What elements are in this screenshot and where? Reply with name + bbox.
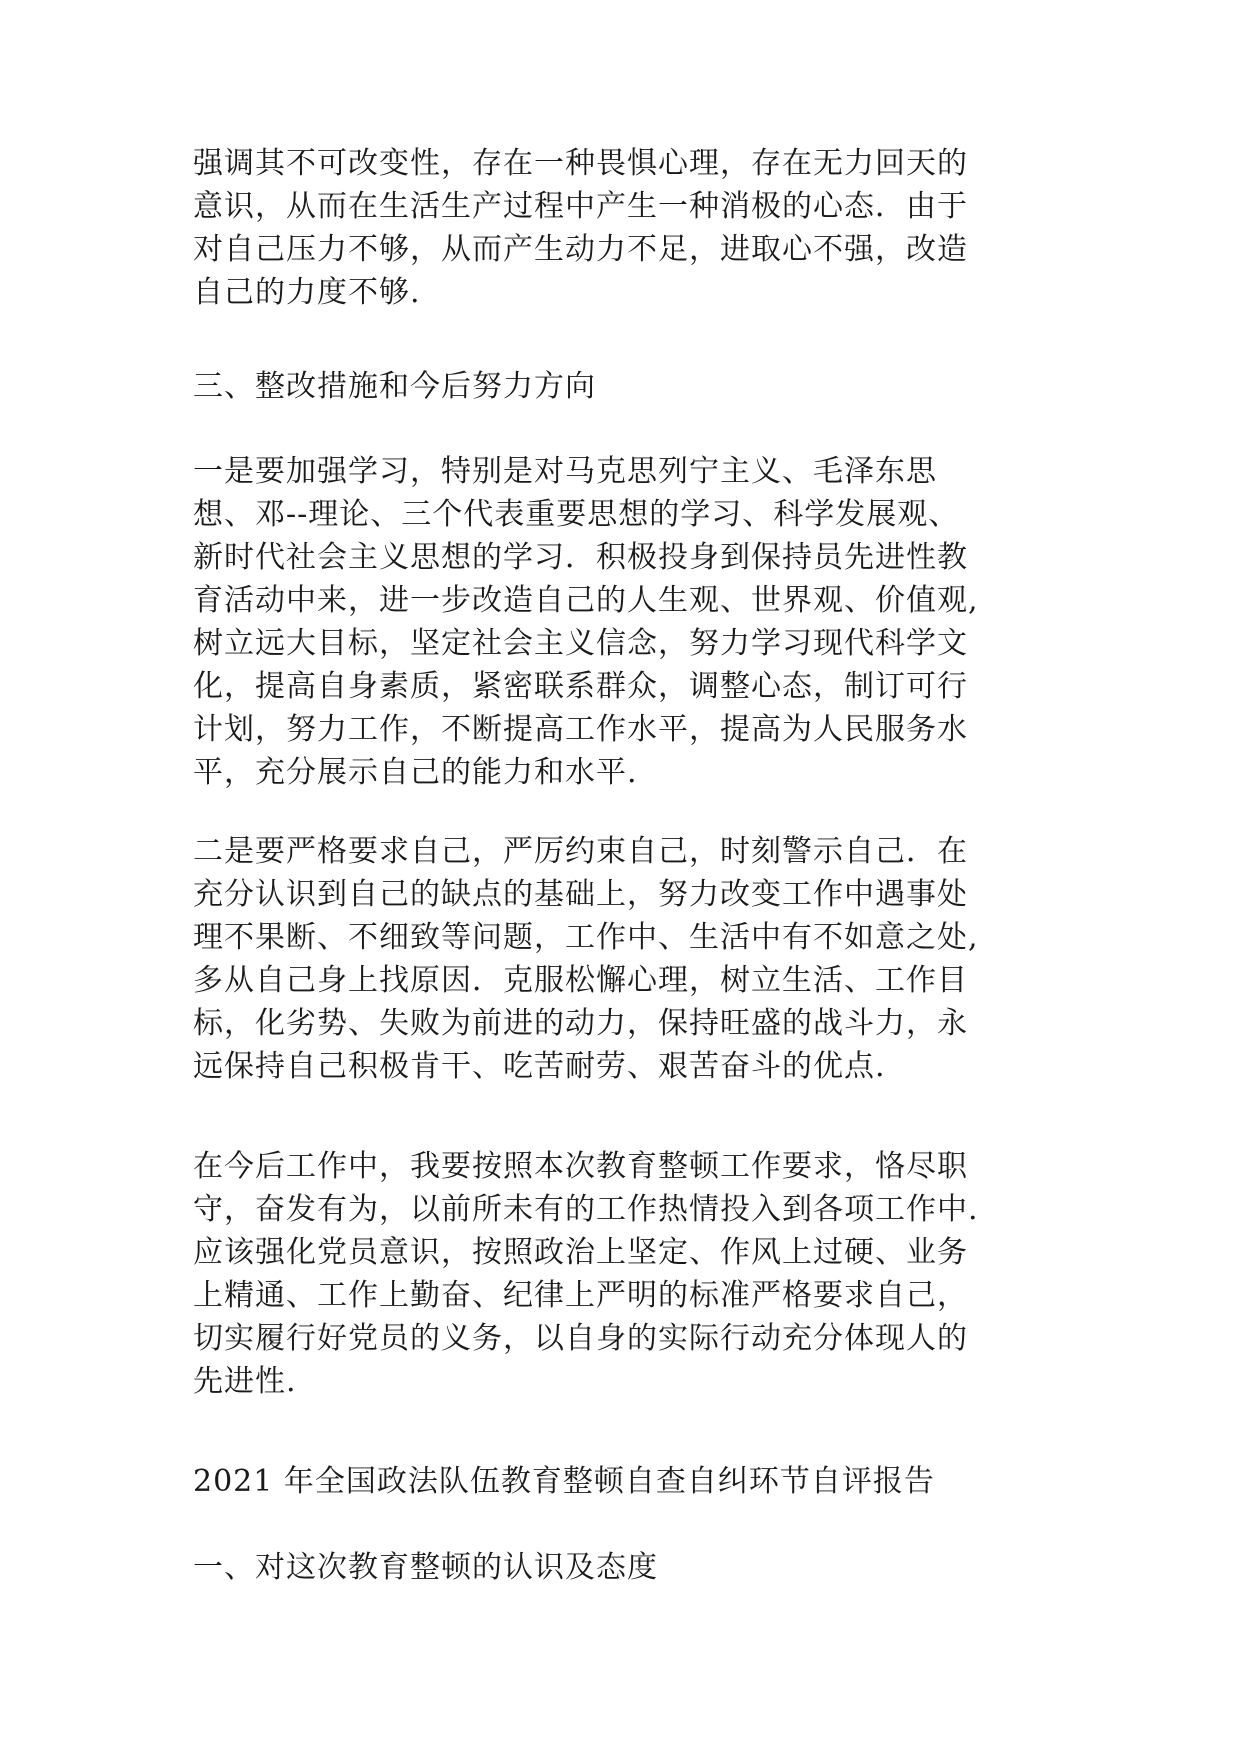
- text-line: 化，提高自身素质，紧密联系群众，调整心态，制订可行: [193, 669, 968, 704]
- report-title: [193, 1460, 1073, 1503]
- text-line: 对自己压力不够，从而产生动力不足，进取心不强，改造: [193, 232, 968, 267]
- title-line: 2021 年全国政法队伍教育整顿自查自纠环节自评报告: [193, 1464, 935, 1499]
- text-line: 切实履行好党员的义务，以自身的实际行动充分体现人的: [193, 1321, 968, 1356]
- heading-line: 一、对这次教育整顿的认识及态度: [193, 1550, 658, 1585]
- text-line: 守，奋发有为，以前所未有的工作热情投入到各项工作中.: [193, 1192, 979, 1227]
- text-line: 先进性.: [193, 1364, 297, 1399]
- text-line: 上精通、工作上勤奋、纪律上严明的标准严格要求自己，: [193, 1278, 968, 1313]
- text-line: 意识，从而在生活生产过程中产生一种消极的心态．由于: [193, 189, 968, 224]
- text-line: 标，化劣势、失败为前进的动力，保持旺盛的战斗力，永: [193, 1006, 968, 1041]
- text-line: 远保持自己积极肯干、吃苦耐劳、艰苦奋斗的优点.: [193, 1049, 886, 1084]
- text-line: 在今后工作中，我要按照本次教育整顿工作要求，恪尽职: [193, 1149, 968, 1184]
- paragraph-future-work: [193, 1145, 1073, 1403]
- text-line: 应该强化党员意识，按照政治上坚定、作风上过硬、业务: [193, 1235, 968, 1270]
- text-line: 强调其不可改变性，存在一种畏惧心理，存在无力回天的: [193, 146, 968, 181]
- text-line: 计划，努力工作，不断提高工作水平，提高为人民服务水: [193, 712, 968, 747]
- section-heading-rectification: [193, 365, 1073, 408]
- text-line: 新时代社会主义思想的学习．积极投身到保持员先进性教: [193, 540, 968, 575]
- text-line: 育活动中来，进一步改造自己的人生观、世界观、价值观,: [193, 583, 979, 618]
- text-line: 充分认识到自己的缺点的基础上，努力改变工作中遇事处: [193, 877, 968, 912]
- text-line: 多从自己身上找原因．克服松懈心理，树立生活、工作目: [193, 963, 968, 998]
- paragraph-attitude-analysis: [193, 142, 1073, 314]
- section-heading-understanding: [193, 1546, 1073, 1589]
- text-line: 自己的力度不够.: [193, 275, 421, 310]
- text-line: 想、邓--理论、三个代表重要思想的学习、科学发展观、: [193, 497, 960, 532]
- text-line: 平，充分展示自己的能力和水平.: [193, 755, 638, 790]
- text-line: 理不果断、不细致等问题，工作中、生活中有不如意之处,: [193, 920, 979, 955]
- text-line: 二是要严格要求自己，严厉约束自己，时刻警示自己．在: [193, 834, 968, 869]
- text-line: 一是要加强学习，特别是对马克思列宁主义、毛泽东思: [193, 454, 937, 489]
- paragraph-self-discipline: [193, 830, 1073, 1088]
- text-line: 树立远大目标，坚定社会主义信念，努力学习现代科学文: [193, 626, 968, 661]
- paragraph-study: [193, 450, 1073, 794]
- heading-line: 三、整改措施和今后努力方向: [193, 369, 596, 404]
